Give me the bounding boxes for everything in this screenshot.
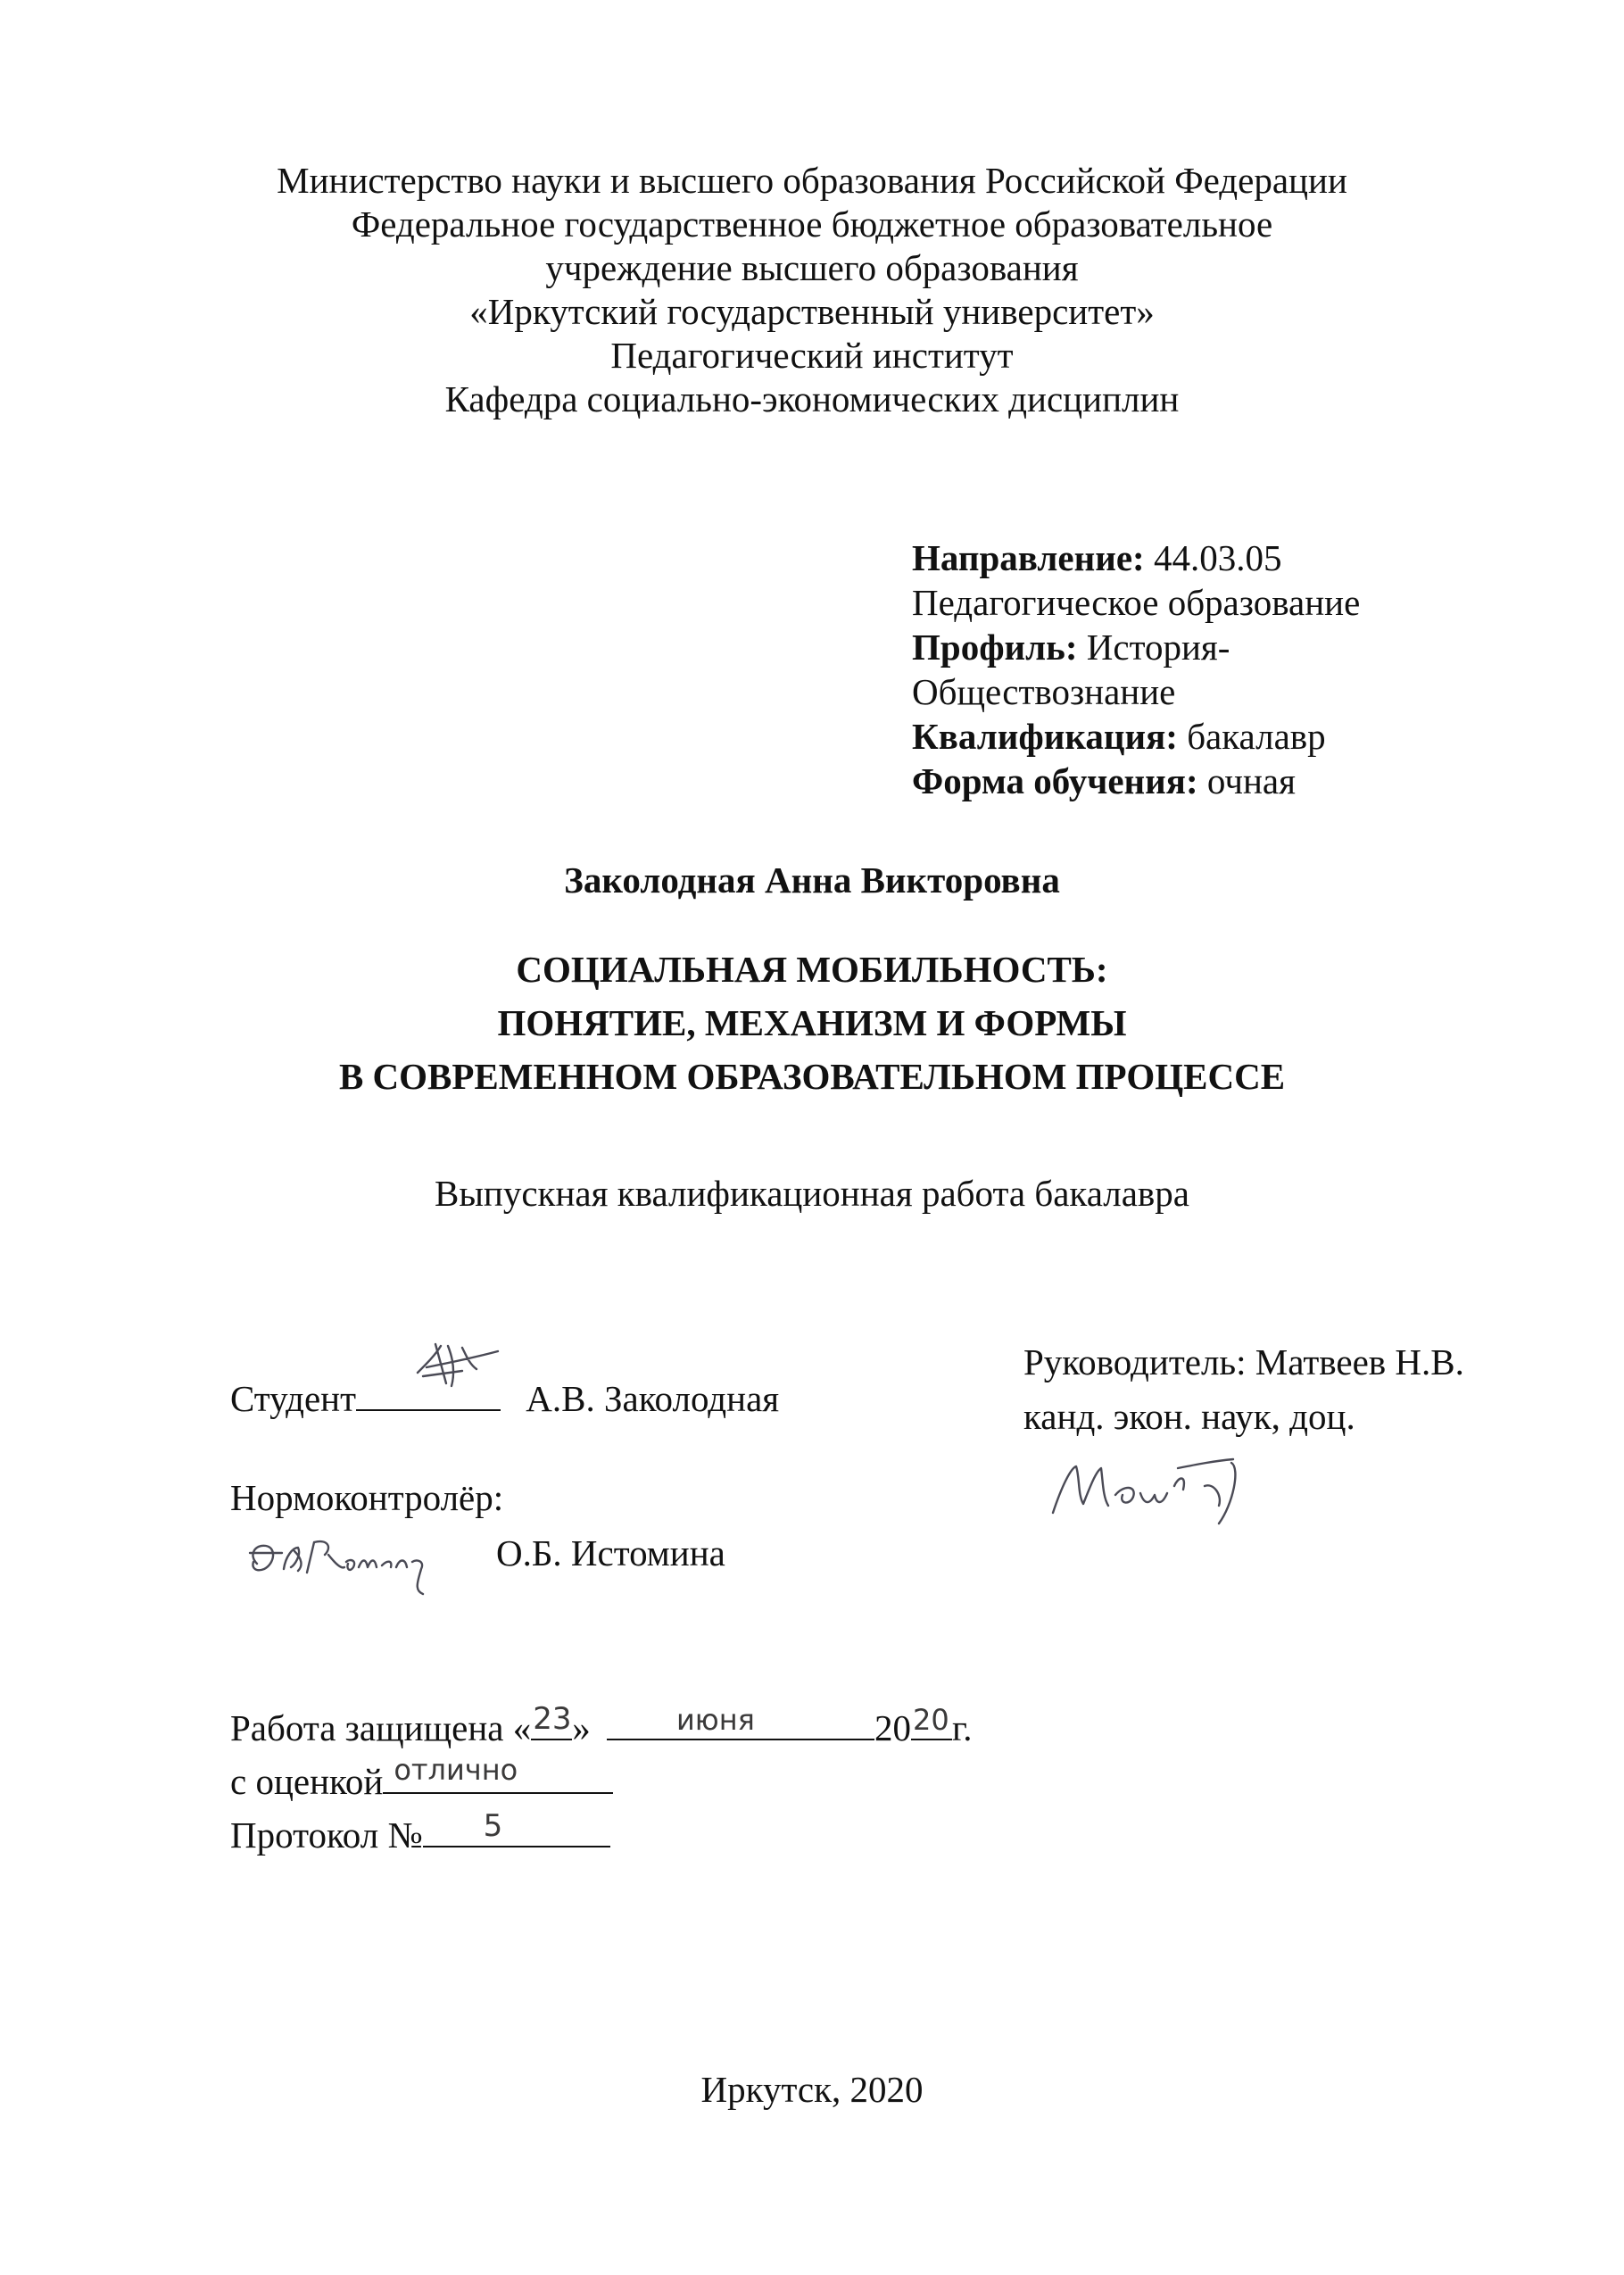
protocol-number: 5: [483, 1808, 503, 1844]
work-type: Выпускная квалификационная работа бакалавра: [435, 1173, 1189, 1214]
defense-day: 23: [533, 1701, 572, 1737]
supervisor-line-2: канд. экон. наук, доц.: [1023, 1396, 1355, 1437]
thesis-title: [0, 942, 1624, 1103]
form-row: [912, 759, 1360, 803]
supervisor-line-1: Руководитель: Матвеев Н.В.: [1023, 1341, 1464, 1382]
header-line-ministry: Министерство науки и высшего образования Российской Федерации: [277, 160, 1347, 201]
normcontrol-name: О.Б. Истомина: [496, 1532, 725, 1573]
form-label: Форма обучения:: [912, 760, 1198, 801]
defense-month-line: [607, 1703, 874, 1740]
direction-name: Педагогическое образование: [912, 582, 1361, 623]
defense-date-row: [230, 1701, 973, 1749]
header-line-university: «Иркутский государственный университет»: [469, 291, 1155, 332]
grade-label: с оценкой: [230, 1761, 384, 1802]
form-value: очная: [1206, 760, 1296, 801]
title-line-2: ПОНЯТИЕ, МЕХАНИЗМ И ФОРМЫ: [497, 1002, 1127, 1043]
author-name: Заколодная Анна Викторовна: [564, 859, 1060, 901]
year-end: г.: [952, 1707, 973, 1748]
direction-label: Направление:: [912, 537, 1145, 578]
direction-row: [912, 536, 1360, 580]
qualification-row: [912, 714, 1360, 759]
profile-value: История-: [1086, 627, 1230, 668]
header-line-institution-type: учреждение высшего образования: [545, 247, 1079, 288]
protocol-label: Протокол №: [230, 1814, 423, 1856]
profile-value-continued: Обществознание: [912, 671, 1176, 712]
institution-header: [0, 159, 1624, 421]
grade-value: отлично: [394, 1753, 518, 1787]
quote-close: »: [572, 1707, 591, 1748]
protocol-line: [423, 1808, 610, 1847]
supervisor-signature: [1044, 1441, 1276, 1540]
defense-month: июня: [676, 1703, 755, 1737]
defense-year-suffix: 20: [913, 1703, 949, 1737]
protocol-row: [230, 1808, 610, 1856]
direction-code: 44.03.05: [1153, 537, 1282, 578]
header-line-federal: Федеральное государственное бюджетное образовательное: [351, 203, 1273, 245]
normcontrol-signature: [239, 1528, 498, 1608]
program-info: [912, 536, 1360, 803]
defense-day-line: [531, 1701, 572, 1740]
student-name: А.В. Заколодная: [526, 1378, 780, 1419]
city-year: Иркутск, 2020: [700, 2069, 924, 2110]
qualification-label: Квалификация:: [912, 716, 1178, 757]
normcontrol-label: Нормоконтролёр:: [230, 1477, 504, 1518]
qualification-value: бакалавр: [1187, 716, 1326, 757]
profile-row: [912, 625, 1360, 669]
grade-line: [383, 1753, 613, 1794]
defense-year-line: [911, 1703, 952, 1740]
grade-row: [230, 1753, 613, 1803]
student-signature: [400, 1337, 516, 1399]
student-label: Студент: [230, 1378, 357, 1419]
header-line-department: Кафедра социально-экономических дисциплин: [444, 378, 1180, 419]
header-line-institute: Педагогический институт: [610, 335, 1014, 376]
profile-label: Профиль:: [912, 627, 1078, 668]
year-prefix: 20: [874, 1707, 911, 1748]
defended-label: Работа защищена «: [230, 1707, 532, 1748]
title-line-1: СОЦИАЛЬНАЯ МОБИЛЬНОСТЬ:: [516, 949, 1108, 990]
title-line-3: В СОВРЕМЕННОМ ОБРАЗОВАТЕЛЬНОМ ПРОЦЕССЕ: [338, 1056, 1286, 1097]
